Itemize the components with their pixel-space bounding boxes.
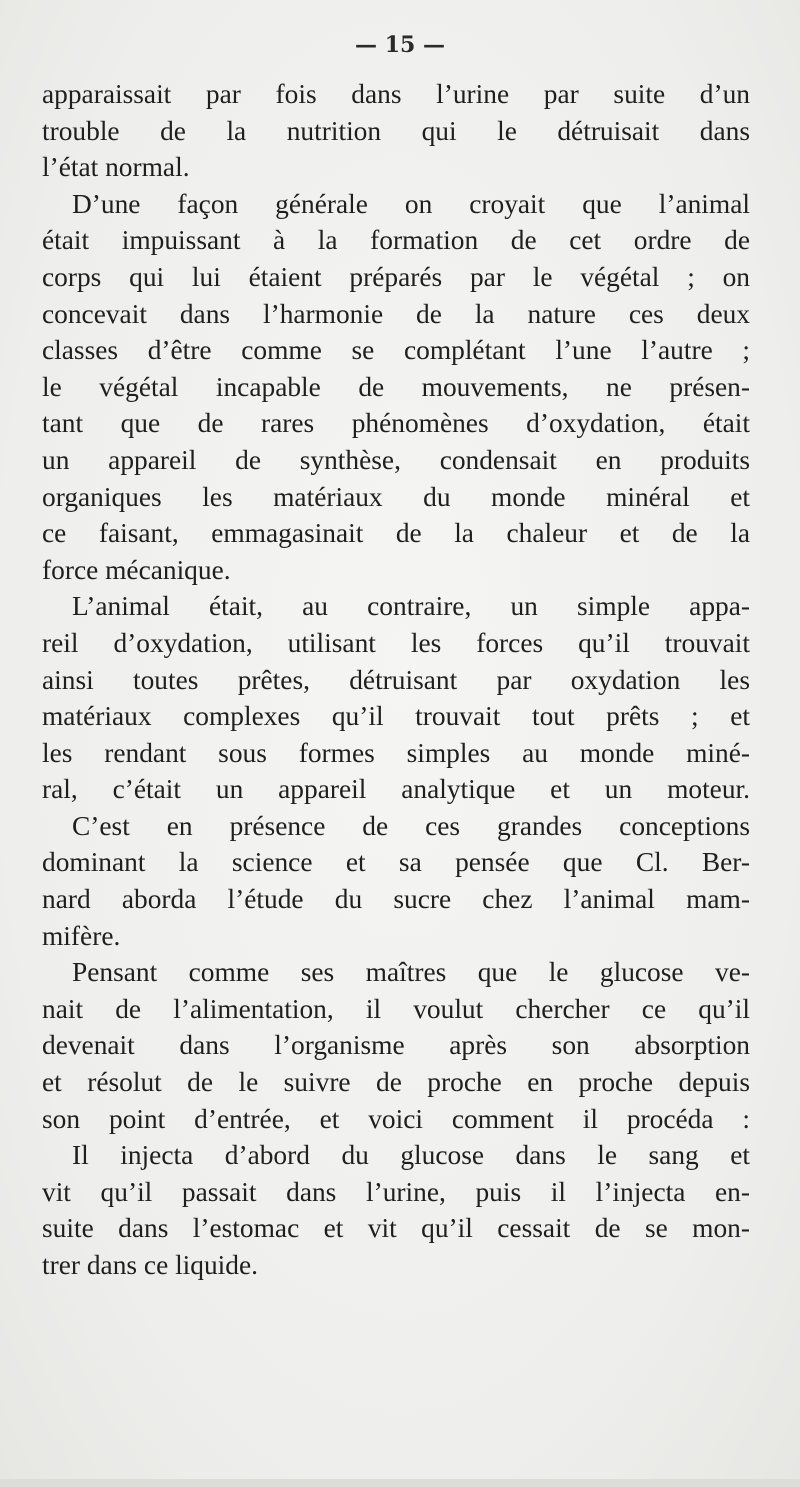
text-line: devenait dans l’organisme après son absorption [42, 1030, 750, 1061]
text-line: ainsi toutes prêtes, détruisant par oxydation les [42, 664, 750, 695]
page-bottom-edge [0, 1479, 800, 1487]
text-line: les rendant sous formes simples au monde miné- [42, 737, 750, 768]
text-line: D’une façon générale on croyait que l’animal [72, 188, 750, 219]
text-line: trer dans ce liquide. [42, 1250, 258, 1280]
text-line: dominant la science et sa pensée que Cl. Ber- [42, 847, 750, 878]
text-line: trouble de la nutrition qui le détruisait dans [42, 115, 750, 146]
text-line: ce faisant, emmagasinait de la chaleur et de la [42, 518, 750, 549]
text-line: ral, c’était un appareil analytique et un moteur. [42, 774, 750, 805]
text-line: un appareil de synthèse, condensait en produits [42, 444, 750, 475]
text-line: nait de l’alimentation, il voulut chercher ce qu’il [42, 993, 750, 1024]
text-line: mifère. [42, 920, 121, 951]
text-line: force mécanique. [42, 554, 231, 585]
text-line: son point d’entrée, et voici comment il procéda : [42, 1103, 750, 1134]
text-line: matériaux complexes qu’il trouvait tout prêts ; et [42, 701, 750, 732]
text-line: corps qui lui étaient préparés par le végétal ; on [42, 261, 750, 292]
text-line: l’état normal. [42, 152, 190, 183]
text-line: suite dans l’estomac et vit qu’il cessait de se mon- [42, 1213, 750, 1244]
body-text [42, 76, 750, 1284]
text-line: et résolut de le suivre de proche en proche depuis [42, 1067, 750, 1098]
text-line: C’est en présence de ces grandes conceptions [72, 810, 750, 841]
text-line: organiques les matériaux du monde minéral et [42, 481, 750, 512]
text-line: classes d’être comme se complétant l’une l’autre ; [42, 335, 750, 366]
text-line: le végétal incapable de mouvements, ne présen- [42, 371, 750, 402]
page-number: — 15 — [355, 32, 445, 58]
text-line: concevait dans l’harmonie de la nature ces deux [42, 298, 750, 329]
text-line: était impuissant à la formation de cet ordre de [42, 225, 750, 256]
text-line: Il injecta d’abord du glucose dans le sang et [72, 1140, 750, 1171]
text-line: nard aborda l’étude du sucre chez l’animal mam- [42, 884, 750, 915]
text-line: L’animal était, au contraire, un simple appa- [72, 591, 750, 622]
text-line: vit qu’il passait dans l’urine, puis il l’injecta en- [42, 1176, 750, 1207]
text-line: tant que de rares phénomènes d’oxydation, était [42, 408, 750, 439]
text-line: apparaissait par fois dans l’urine par suite d’un [42, 79, 750, 109]
text-line: reil d’oxydation, utilisant les forces qu’il trouvait [42, 627, 750, 658]
text-line: Pensant comme ses maîtres que le glucose ve- [72, 957, 750, 988]
